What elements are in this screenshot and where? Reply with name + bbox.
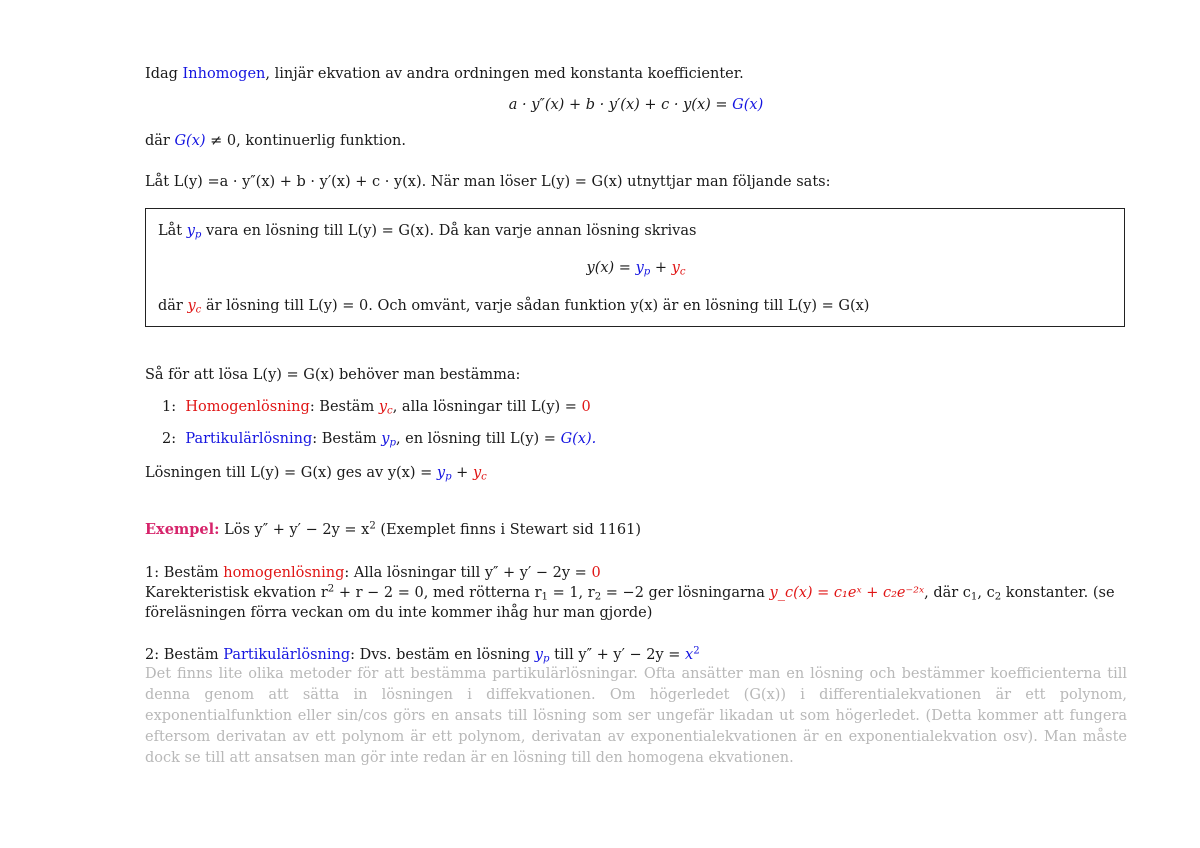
part2-rest: : Dvs. bestäm en lösning <box>350 647 535 663</box>
steps-intro: Så för att lösa L(y) = G(x) behöver man bestämma: <box>145 367 521 383</box>
part1-highlight: homogenlösning <box>223 565 345 581</box>
theorem-line-3 <box>158 296 869 316</box>
part1-r2-sub: 2 <box>594 591 602 603</box>
theorem-yp <box>187 223 202 239</box>
theorem-line3-rest: är lösning till L(y) = 0. Och omvänt, varje sådan funktion y(x) är en lösning till L(y) = G(x) <box>201 298 870 314</box>
main-equation <box>145 97 1127 113</box>
part2-to: till y″ + y′ − 2y = <box>549 647 686 663</box>
example-exponent: 2 <box>369 520 376 532</box>
theorem-eq-yc-letter: y <box>671 260 680 276</box>
main-equation-rhs: G(x) <box>732 97 764 113</box>
part1-char-rest: , där c <box>924 585 971 601</box>
part1-c1-sub: 1 <box>970 591 978 603</box>
intro-highlight: Inhomogen <box>182 66 266 82</box>
part1-char-end: konstanter. (se <box>1001 585 1115 601</box>
part1-continuation: föreläsningen förra veckan om du inte kommer ihåg hur man gjorde) <box>145 605 653 621</box>
step-1-number: 1: <box>162 399 177 415</box>
solution-yp-sub: p <box>445 471 452 483</box>
part1-char-exp: 2 <box>327 583 335 595</box>
condition-gx: G(x) <box>174 133 206 149</box>
theorem-eq-yc <box>672 260 686 276</box>
part2-heading <box>145 645 700 665</box>
part2-highlight: Partikulärlösning <box>223 647 351 663</box>
theorem-line-1 <box>158 221 696 241</box>
example-label: Exempel: <box>145 521 220 538</box>
part1-char-lead: Karekteristisk ekvation r <box>145 585 328 601</box>
theorem-eq-yc-sub: c <box>679 266 686 278</box>
solution-line <box>145 463 487 483</box>
theorem-eq-yp-letter: y <box>635 260 644 276</box>
step-1-target: 0 <box>581 399 591 415</box>
step-2-var-letter: y <box>381 431 390 447</box>
step-2-var-sub: p <box>389 437 396 449</box>
step-1-var-letter: y <box>378 399 388 415</box>
step-item-1 <box>162 397 591 417</box>
part1-lead: 1: Bestäm <box>145 565 224 581</box>
step-2-mid: : Bestäm <box>312 431 382 447</box>
theorem-line1-lead: Låt <box>158 223 187 239</box>
theorem-yc-letter: y <box>187 298 196 314</box>
solution-yp <box>437 465 452 481</box>
part1-heading <box>145 563 601 583</box>
operator-text: Låt L(y) =a · y″(x) + b · y′(x) + c · y(x). När man löser L(y) = G(x) utnyttjar man följande sats: <box>145 174 831 190</box>
example-text-lead: Lös y″ + y′ − 2y = x <box>219 522 370 538</box>
theorem-eq-lead: y(x) = <box>586 260 636 276</box>
condition-rest: ≠ 0, kontinuerlig funktion. <box>205 133 407 149</box>
part1-rest: : Alla lösningar till y″ + y′ − 2y = <box>344 565 592 581</box>
condition-line <box>145 131 406 151</box>
step-item-2 <box>162 429 596 449</box>
step-1-var-sub: c <box>387 405 393 417</box>
step-1-mid: : Bestäm <box>309 399 379 415</box>
part1-r1-val: = 1, r <box>547 585 595 601</box>
part1-r2-val: = −2 ger lösningarna <box>601 585 770 601</box>
solution-yc-sub: c <box>481 471 487 483</box>
solution-yp-letter: y <box>436 465 446 481</box>
theorem-line3-lead: där <box>158 298 188 314</box>
solution-yc <box>473 465 487 481</box>
theorem-yc-sub: c <box>195 304 202 316</box>
condition-lead: där <box>145 133 175 149</box>
part1-r1-sub: 1 <box>541 591 548 603</box>
step-2-target: G(x). <box>560 431 597 447</box>
example-text-rest: (Exemplet finns i Stewart sid 1161) <box>375 522 641 538</box>
step-1-var <box>379 399 393 415</box>
part1-c2-sub: 2 <box>994 591 1002 603</box>
intro-line <box>145 64 744 84</box>
part1-yc-solution: y_c(x) = c₁eˣ + c₂e⁻²ˣ <box>769 585 925 601</box>
part2-yp-sub: p <box>542 653 550 665</box>
operator-line <box>145 172 830 192</box>
part1-characteristic <box>145 583 1115 603</box>
step-2-rest: , en lösning till L(y) = <box>395 431 561 447</box>
theorem-eq-plus: + <box>650 260 672 276</box>
main-equation-lhs: a · y″(x) + b · y′(x) + c · y(x) = <box>508 97 733 113</box>
step-2-number: 2: <box>162 431 177 447</box>
step-1-name: Homogenlösning <box>185 399 310 415</box>
grey-paragraph: Det finns lite olika metoder för att bestämma partikulärlösningar. Ofta ansätter man en lösning och bestämmer koefficienterna till denna genom att sätta in lösningen i diffekvationen. Om högerledet (G(x)) i differentialekvationen är ett polynom, exponentialfunktion eller sin/cos görs en ansats till lösning som ser ungefär likadan ut som högerledet. (Detta kommer att fungera eftersom derivatan av ett polynom är ett polynom, derivatan av exponentialekvationen är en exponentialekvation osv). Man måste dock se till att ansatsen man gör inte redan är en lösning till den homogena ekvationen. <box>145 666 1127 766</box>
intro-rest: , linjär ekvation av andra ordningen med konstanta koefficienter. <box>265 66 744 82</box>
solution-yc-letter: y <box>472 465 482 481</box>
part2-yp-letter: y <box>534 647 543 663</box>
example-line <box>145 520 641 540</box>
theorem-yp-sub: p <box>194 229 202 241</box>
solution-plus: + <box>451 465 473 481</box>
step-2-var <box>381 431 396 447</box>
theorem-yc <box>187 298 201 314</box>
part2-target-exp: 2 <box>693 645 700 657</box>
step-1-rest: , alla lösningar till L(y) = <box>392 399 582 415</box>
part1-comma: , c <box>977 585 995 601</box>
theorem-eq-yp-sub: p <box>643 266 651 278</box>
part2-lead: 2: Bestäm <box>145 647 224 663</box>
part2-yp <box>535 647 550 663</box>
theorem-yp-letter: y <box>186 223 195 239</box>
part1-char-mid: + r − 2 = 0, med rötterna r <box>334 585 542 601</box>
part1-target: 0 <box>591 565 601 581</box>
theorem-eq-yp <box>636 260 651 276</box>
intro-lead: Idag <box>145 66 183 82</box>
step-2-name: Partikulärlösning <box>185 431 313 447</box>
theorem-equation <box>145 260 1127 276</box>
part2-target: x <box>685 647 694 663</box>
theorem-line1-rest: vara en lösning till L(y) = G(x). Då kan varje annan lösning skrivas <box>201 223 697 239</box>
solution-lead: Lösningen till L(y) = G(x) ges av y(x) = <box>145 465 437 481</box>
